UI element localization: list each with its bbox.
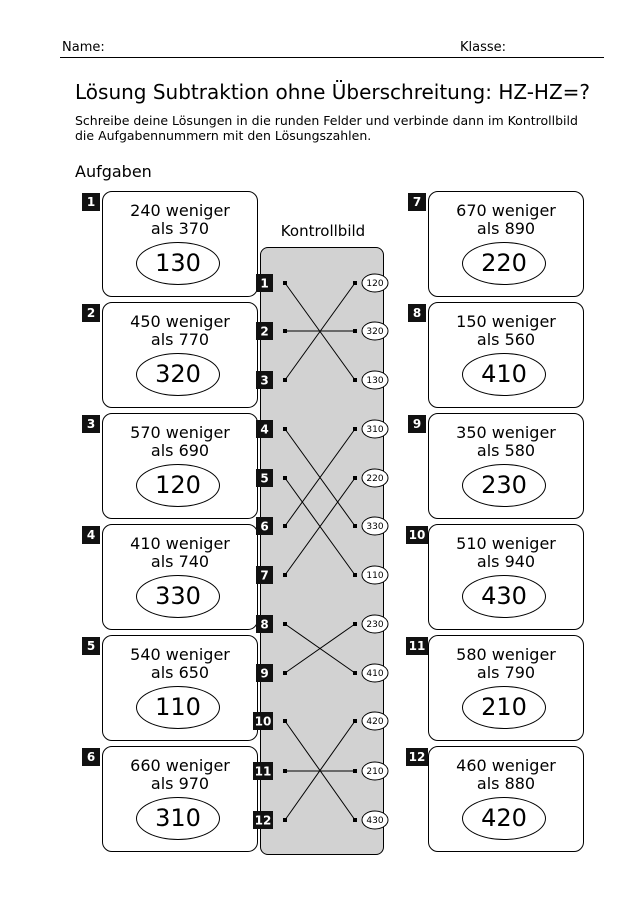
task-text-line2: als 650 bbox=[150, 663, 210, 682]
task-text-line1: 660 weniger bbox=[130, 756, 230, 775]
control-answer-410 bbox=[353, 664, 388, 682]
control-answer-label: 420 bbox=[366, 717, 384, 728]
connection-dot bbox=[283, 476, 287, 480]
control-number-label: 7 bbox=[260, 568, 269, 583]
answer-oval[interactable]: 120 bbox=[136, 464, 220, 507]
task-text-line2: als 970 bbox=[150, 774, 210, 793]
connection-dot bbox=[353, 476, 357, 480]
answer-oval[interactable]: 430 bbox=[462, 575, 546, 618]
connection-dot bbox=[283, 573, 287, 577]
task-text-line2: als 790 bbox=[476, 663, 536, 682]
task-text-line1: 570 weniger bbox=[130, 423, 230, 442]
control-number-8 bbox=[256, 615, 287, 633]
task-number-badge: 9 bbox=[408, 415, 426, 433]
answer-oval[interactable]: 320 bbox=[136, 353, 220, 396]
control-number-3 bbox=[256, 371, 287, 389]
task-text-line1: 670 weniger bbox=[456, 201, 556, 220]
task-text-line2: als 560 bbox=[476, 330, 536, 349]
control-number-label: 9 bbox=[260, 666, 269, 681]
name-label: Name: bbox=[62, 40, 105, 55]
task-text-line2: als 890 bbox=[476, 219, 536, 238]
task-number-badge: 7 bbox=[408, 193, 426, 211]
answer-oval[interactable]: 220 bbox=[462, 242, 546, 285]
task-text-line2: als 690 bbox=[150, 441, 210, 460]
task-number-badge: 5 bbox=[82, 637, 100, 655]
connection-dot bbox=[353, 769, 357, 773]
connection-dot bbox=[283, 427, 287, 431]
task-text-line2: als 940 bbox=[476, 552, 536, 571]
task-text-line1: 240 weniger bbox=[130, 201, 230, 220]
control-number-2 bbox=[256, 322, 287, 340]
connection-dot bbox=[283, 719, 287, 723]
connection-dot bbox=[353, 818, 357, 822]
control-number-label: 3 bbox=[260, 373, 269, 388]
control-number-label: 8 bbox=[260, 617, 269, 632]
task-number-badge: 1 bbox=[82, 193, 100, 211]
control-answer-label: 310 bbox=[366, 425, 384, 436]
control-number-label: 2 bbox=[260, 324, 269, 339]
control-number-5 bbox=[256, 469, 287, 487]
control-number-7 bbox=[256, 566, 287, 584]
task-text-line1: 450 weniger bbox=[130, 312, 230, 331]
control-answer-label: 230 bbox=[366, 620, 384, 631]
connection-dot bbox=[353, 622, 357, 626]
control-number-4 bbox=[256, 420, 287, 438]
connection-dot bbox=[353, 427, 357, 431]
control-number-6 bbox=[256, 517, 287, 535]
control-answer-330 bbox=[353, 517, 388, 535]
control-number-1 bbox=[256, 274, 287, 292]
instructions: Schreibe deine Lösungen in die runden Felder und verbinde dann im Kontrollbild die Aufgabennummern mit den Lösungszahlen. bbox=[75, 113, 578, 143]
answer-oval[interactable]: 130 bbox=[136, 242, 220, 285]
connection-dot bbox=[283, 769, 287, 773]
answer-oval[interactable]: 420 bbox=[462, 797, 546, 840]
task-text-line2: als 880 bbox=[476, 774, 536, 793]
task-number-badge: 10 bbox=[406, 526, 428, 544]
task-number-badge: 4 bbox=[82, 526, 100, 544]
task-number-badge: 8 bbox=[408, 304, 426, 322]
control-number-12 bbox=[253, 811, 287, 829]
task-number-badge: 6 bbox=[82, 748, 100, 766]
task-text-line1: 150 weniger bbox=[456, 312, 556, 331]
task-text-line1: 460 weniger bbox=[456, 756, 556, 775]
connection-dot bbox=[353, 378, 357, 382]
answer-oval[interactable]: 110 bbox=[136, 686, 220, 729]
answer-oval[interactable]: 410 bbox=[462, 353, 546, 396]
connection-dot bbox=[283, 378, 287, 382]
control-answer-label: 220 bbox=[366, 474, 384, 485]
control-answer-110 bbox=[353, 566, 388, 584]
connection-dot bbox=[283, 281, 287, 285]
control-answer-label: 210 bbox=[366, 767, 384, 778]
task-text-line1: 540 weniger bbox=[130, 645, 230, 664]
connection-dot bbox=[283, 524, 287, 528]
control-number-label: 10 bbox=[254, 714, 272, 729]
control-answer-220 bbox=[353, 469, 388, 487]
control-answer-420 bbox=[353, 712, 388, 730]
control-answer-120 bbox=[353, 274, 388, 292]
task-text-line2: als 580 bbox=[476, 441, 536, 460]
control-answer-label: 110 bbox=[366, 571, 384, 582]
answer-oval[interactable]: 310 bbox=[136, 797, 220, 840]
connection-dot bbox=[353, 524, 357, 528]
control-answer-label: 130 bbox=[366, 376, 384, 387]
task-number-badge: 2 bbox=[82, 304, 100, 322]
control-answer-label: 430 bbox=[366, 816, 384, 827]
control-number-label: 12 bbox=[254, 813, 272, 828]
task-number-badge: 12 bbox=[406, 748, 428, 766]
control-number-11 bbox=[253, 762, 287, 780]
task-text-line1: 410 weniger bbox=[130, 534, 230, 553]
task-text-line1: 510 weniger bbox=[456, 534, 556, 553]
control-number-label: 11 bbox=[254, 764, 272, 779]
page-title: Lösung Subtraktion ohne Überschreitung: HZ-HZ=? bbox=[75, 80, 591, 104]
task-number-badge: 11 bbox=[406, 637, 428, 655]
control-answer-label: 330 bbox=[366, 522, 384, 533]
connection-dot bbox=[353, 281, 357, 285]
connection-dot bbox=[283, 671, 287, 675]
connection-dot bbox=[353, 719, 357, 723]
control-answer-label: 320 bbox=[366, 327, 384, 338]
answer-oval[interactable]: 210 bbox=[462, 686, 546, 729]
connection-dot bbox=[353, 329, 357, 333]
control-answer-230 bbox=[353, 615, 388, 633]
task-text-line2: als 770 bbox=[150, 330, 210, 349]
control-number-10 bbox=[253, 712, 287, 730]
connection-dot bbox=[353, 671, 357, 675]
control-number-label: 4 bbox=[260, 422, 269, 437]
control-number-label: 6 bbox=[260, 519, 269, 534]
task-number-badge: 3 bbox=[82, 415, 100, 433]
control-answer-430 bbox=[353, 811, 388, 829]
control-answer-label: 410 bbox=[366, 669, 384, 680]
control-answer-210 bbox=[353, 762, 388, 780]
section-label: Aufgaben bbox=[75, 162, 152, 181]
connection-dot bbox=[353, 573, 357, 577]
connection-dot bbox=[283, 329, 287, 333]
answer-oval[interactable]: 330 bbox=[136, 575, 220, 618]
control-number-label: 1 bbox=[260, 276, 269, 291]
control-answer-130 bbox=[353, 371, 388, 389]
control-number-9 bbox=[256, 664, 287, 682]
control-answer-320 bbox=[353, 322, 388, 340]
connection-dot bbox=[283, 818, 287, 822]
control-answer-label: 120 bbox=[366, 279, 384, 290]
task-text-line2: als 370 bbox=[150, 219, 210, 238]
connection-dot bbox=[283, 622, 287, 626]
task-text-line1: 350 weniger bbox=[456, 423, 556, 442]
control-answer-310 bbox=[353, 420, 388, 438]
answer-oval[interactable]: 230 bbox=[462, 464, 546, 507]
class-label: Klasse: bbox=[460, 40, 507, 55]
control-number-label: 5 bbox=[260, 471, 269, 486]
control-picture-label: Kontrollbild bbox=[280, 222, 366, 240]
task-text-line1: 580 weniger bbox=[456, 645, 556, 664]
task-text-line2: als 740 bbox=[150, 552, 210, 571]
